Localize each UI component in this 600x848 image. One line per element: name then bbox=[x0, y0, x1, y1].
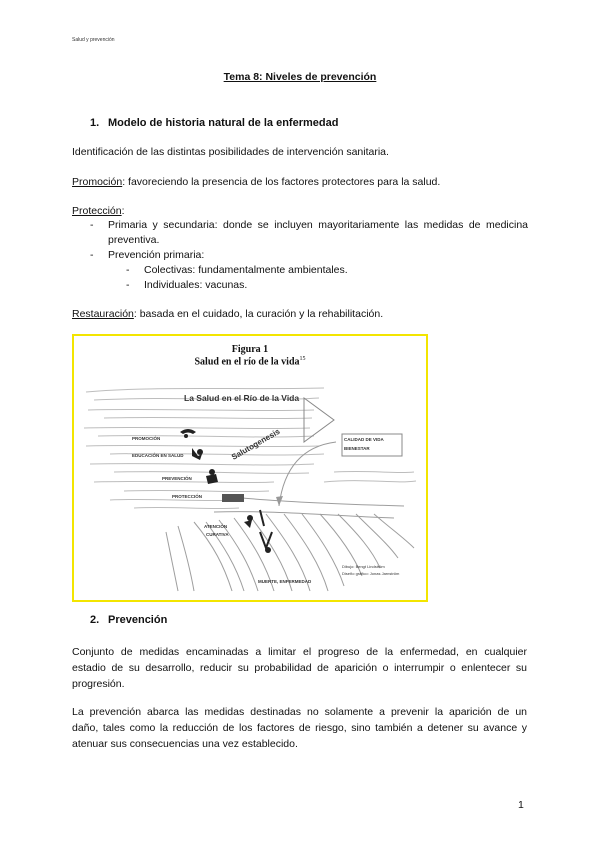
section-2-number: 2. bbox=[90, 614, 100, 626]
salutogenesis-arrow bbox=[279, 442, 336, 506]
label-educacion: EDUCACIÓN EN SALUD bbox=[132, 453, 184, 458]
list-item-text: Colectivas: fundamentalmente ambientales. bbox=[144, 264, 348, 276]
paragraph-line: La prevención abarca las medidas destinadas no solamente a prevenir la aparición de un bbox=[72, 706, 527, 718]
list-item-continuation: preventiva. bbox=[108, 234, 160, 246]
promocion-text: : favoreciendo la presencia de los factores protectores para la salud. bbox=[122, 176, 441, 188]
label-curativa: CURATIVA bbox=[206, 532, 229, 537]
list-item-text: Prevención primaria: bbox=[108, 249, 205, 261]
paragraph-line: estadio de su desarrollo, reducir su probabilidad de aparición o interrumpir o enlentecer su bbox=[72, 662, 527, 674]
label-proteccion: PROTECCIÓN bbox=[172, 494, 203, 499]
paragraph-line: progresión. bbox=[72, 678, 125, 690]
section-1-title: Modelo de historia natural de la enfermedad bbox=[108, 117, 339, 129]
paragraph-line: Conjunto de medidas encaminadas a limitar el progreso de la enfermedad, en cualquier bbox=[72, 646, 527, 658]
paragraph-line: daño, tales como la reducción de los factores de riesgo, sino también a detener su avance y bbox=[72, 722, 527, 734]
box-line-2: BIENESTAR bbox=[344, 446, 370, 451]
credit-drawing: Dibujo: Bengt Lindström bbox=[342, 564, 385, 569]
section-2-heading bbox=[90, 614, 167, 626]
restauracion-label: Restauración bbox=[72, 308, 134, 320]
section-2-paragraph-2 bbox=[72, 704, 527, 752]
credit-design: Diseño gráfico: Jonas Jarnström bbox=[342, 571, 400, 576]
figure-title: Figura 1 bbox=[231, 344, 269, 355]
figure-river-of-life bbox=[72, 334, 428, 602]
label-promocion: PROMOCIÓN bbox=[132, 436, 161, 441]
paragraph-line: atenuar sus consecuencias una vez establecido. bbox=[72, 738, 298, 750]
list-item-text: Primaria y secundaria: donde se incluyen mayoritariamente las medidas de medicina bbox=[108, 219, 528, 231]
proteccion-label: Protección bbox=[72, 205, 122, 217]
bottom-label: MUERTE, ENFERMEDAD bbox=[258, 579, 312, 584]
label-prevencion: PREVENCIÓN bbox=[162, 476, 192, 481]
salutogenesis-label: Salutogenesis bbox=[230, 426, 282, 462]
restauracion-paragraph bbox=[72, 306, 383, 322]
proteccion-colon: : bbox=[121, 205, 125, 217]
proteccion-heading bbox=[72, 203, 125, 219]
list-dash: - bbox=[126, 264, 130, 276]
section-2-paragraph-1 bbox=[72, 644, 527, 692]
list-dash: - bbox=[90, 249, 94, 261]
running-header: Salud y prevención bbox=[72, 37, 115, 43]
section-1-intro: Identificación de las distintas posibilidades de intervención sanitaria. bbox=[72, 146, 389, 158]
figure-superscript: 15 bbox=[299, 356, 306, 362]
list-item-text: Individuales: vacunas. bbox=[144, 279, 248, 291]
figure-subtitle-text: Salud en el río de la vida bbox=[194, 356, 300, 368]
section-1-heading bbox=[90, 117, 338, 129]
list-dash: - bbox=[126, 279, 130, 291]
label-atencion: ATENCIÓN bbox=[204, 524, 228, 529]
list-dash: - bbox=[90, 219, 94, 231]
river-illustration bbox=[74, 336, 426, 600]
promocion-paragraph bbox=[72, 174, 440, 190]
waterfall-lines bbox=[166, 496, 414, 591]
promocion-label: Promoción bbox=[72, 176, 123, 188]
page-title: Tema 8: Niveles de prevención bbox=[223, 71, 377, 83]
section-1-number: 1. bbox=[90, 117, 100, 129]
box-line-1: CALIDAD DE VIDA bbox=[344, 437, 384, 442]
arrow-head-shape bbox=[304, 398, 334, 442]
river-label: La Salud en el Río de la Vida bbox=[184, 393, 300, 403]
section-2-title: Prevención bbox=[108, 614, 168, 626]
page-number: 1 bbox=[518, 799, 524, 811]
restauracion-text: : basada en el cuidado, la curación y la rehabilitación. bbox=[133, 308, 384, 320]
